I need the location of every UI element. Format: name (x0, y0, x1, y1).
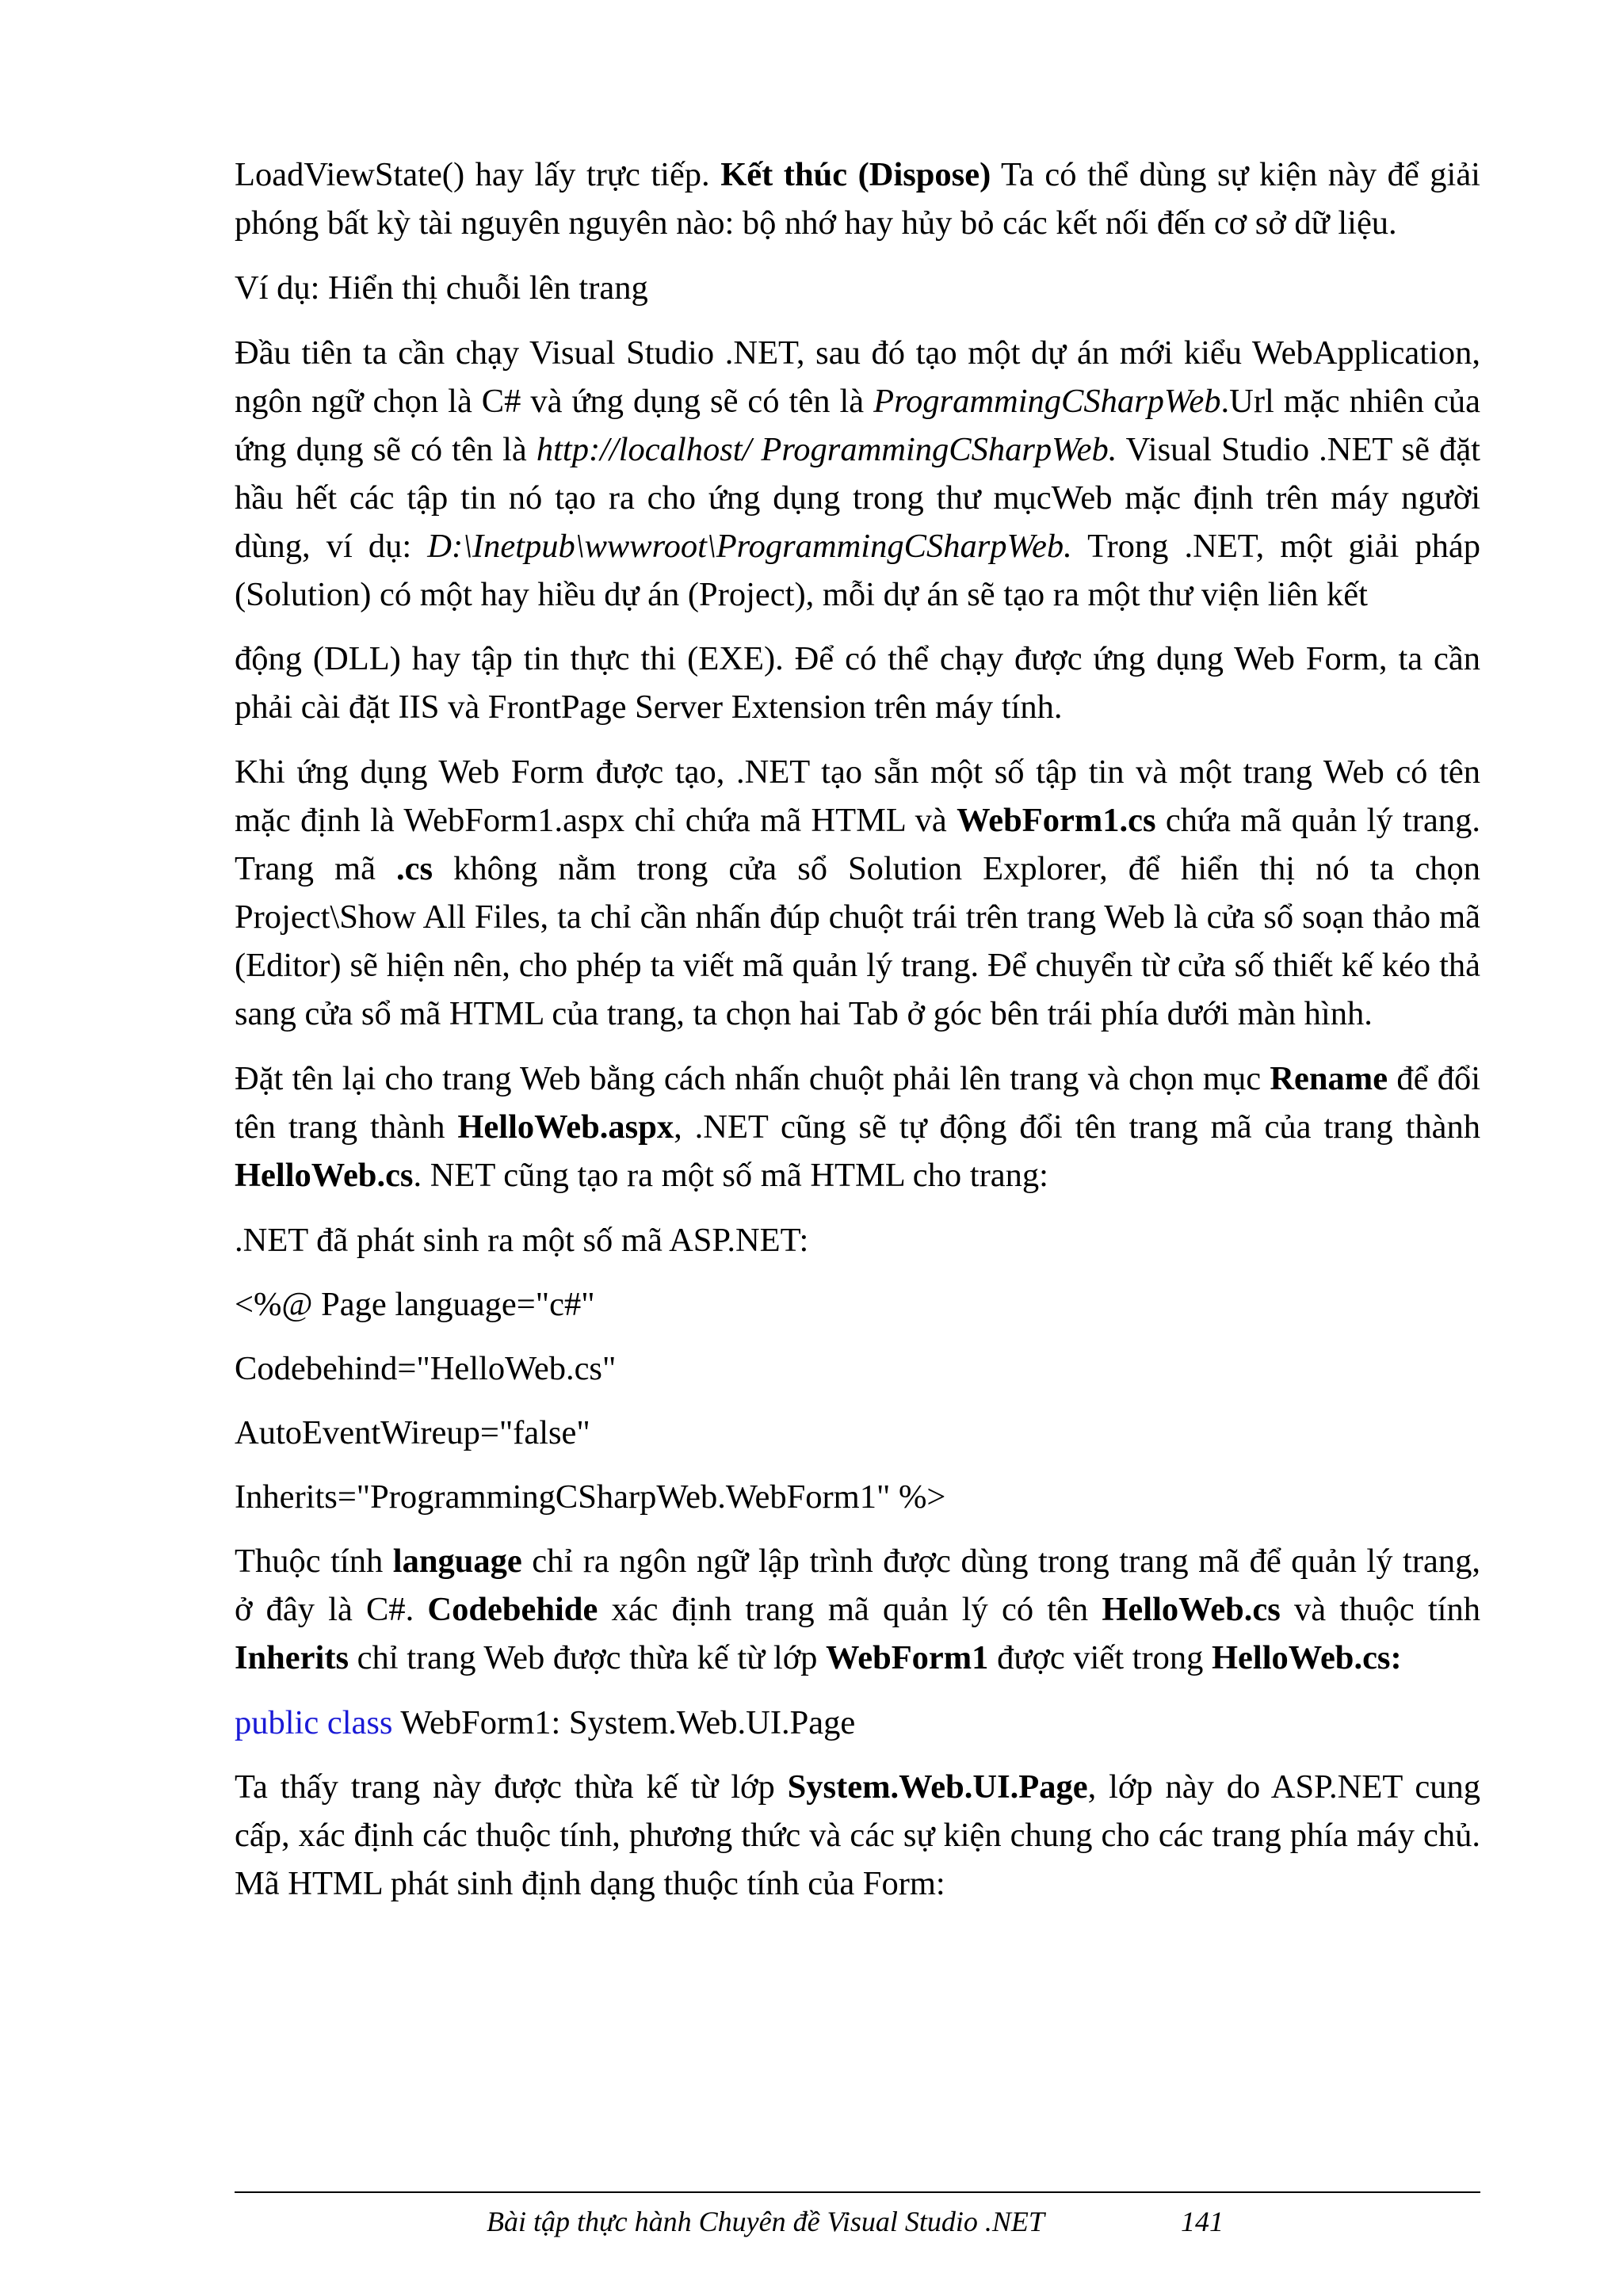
paragraph-dispose (235, 151, 1480, 247)
paragraph-dll-exe: động (DLL) hay tập tin thực thi (EXE). Để có thể chạy được ứng dụng Web Form, ta cần phải cài đặt IIS và FrontPage Server Extension trên máy tính. (235, 640, 1480, 726)
paragraph-example-title: Ví dụ: Hiển thị chuỗi lên trang (235, 269, 648, 307)
paragraph-inheritance (235, 1763, 1480, 1908)
paragraph-aspnet-intro: .NET đã phát sinh ra một số mã ASP.NET: (235, 1222, 809, 1259)
code-keyword: public class (235, 1704, 393, 1741)
page-number: 141 (1181, 2206, 1224, 2237)
paragraph-webform-files (235, 748, 1480, 1038)
text-run: được viết trong (988, 1639, 1212, 1676)
text-run: .Url mặc nhiên của ứng dụng sẽ có tên là (235, 383, 1480, 468)
code-line: <%@ Page language="c#" (235, 1286, 595, 1323)
bold-term-codebehide: Codebehide (427, 1591, 598, 1628)
code-line: AutoEventWireup="false" (235, 1414, 590, 1451)
bold-term-inherits: Inherits (235, 1639, 349, 1676)
text-run: để đổi tên trang thành (235, 1060, 1481, 1146)
code-line: Codebehind="HelloWeb.cs" (235, 1350, 617, 1387)
text-run: Khi ứng dụng Web Form được tạo, .NET tạo sẵn một số tập tin và một trang Web có tên mặc định là WebForm1.aspx chỉ chứa mã HTML và (235, 753, 1480, 839)
text-run: Ta thấy trang này được thừa kế từ lớp (235, 1768, 788, 1806)
bold-term-webform1-cs: WebForm1.cs (957, 802, 1156, 839)
bold-term-webform1: WebForm1 (826, 1639, 989, 1676)
text-run: không nằm trong cửa sổ Solution Explorer, để hiển thị nó ta chọn Project\Show All Files, ta chỉ cần nhấn đúp chuột trái trên trang Web là cửa sổ soạn thảo mã (Editor) sẽ hiện nên, cho phép ta viết mã quản lý trang. Để chuyển từ cửa số thiết kế kéo thả sang cửa sổ mã HTML của trang, ta chọn hai Tab ở góc bên trái phía dưới màn hình. (235, 850, 1481, 1032)
bold-term-cs: .cs (396, 850, 433, 887)
text-run: chứa mã quản lý trang. Trang mã (235, 802, 1480, 887)
page-body (235, 151, 1480, 1924)
text-run: Đầu tiên ta cần chạy Visual Studio .NET, sau đó tạo một dự án mới kiểu WebApplication, ngôn ngữ chọn là C# và ứng dụng sẽ có tên là (235, 334, 1480, 420)
bold-term-rename: Rename (1270, 1060, 1388, 1097)
code-text: WebForm1: System.Web.UI.Page (392, 1704, 856, 1741)
paragraph-create-project (235, 329, 1480, 619)
text-run: . NET cũng tạo ra một số mã HTML cho trang: (413, 1157, 1048, 1194)
bold-term-helloweb-aspx: HelloWeb.aspx (457, 1108, 674, 1146)
text-run: , .NET cũng sẽ tự động đổi tên trang mã của trang thành (674, 1108, 1480, 1146)
bold-term-language: language (392, 1543, 522, 1580)
italic-path: D:\Inetpub\wwwroot\ProgrammingCSharpWeb. (427, 528, 1072, 565)
footer-title: Bài tập thực hành Chuyên đề Visual Studio .NET (487, 2206, 1044, 2237)
text-run: và thuộc tính (1280, 1591, 1480, 1628)
bold-term-helloweb-cs: HelloWeb.cs: (1212, 1639, 1402, 1676)
bold-term-helloweb-cs: HelloWeb.cs (235, 1157, 414, 1194)
text-run: Đặt tên lại cho trang Web bằng cách nhấn chuột phải lên trang và chọn mục (235, 1060, 1270, 1097)
text-run: chỉ ra ngôn ngữ lập trình được dùng trong trang mã để quản lý trang, ở đây là C#. (235, 1543, 1480, 1628)
paragraph-rename (235, 1055, 1480, 1199)
text-run: , lớp này do ASP.NET cung cấp, xác định các thuộc tính, phương thức và các sự kiện chung cho các trang phía máy chủ. Mã HTML phát sinh định dạng thuộc tính của Form: (235, 1768, 1480, 1902)
bold-term-dispose: Kết thúc (Dispose) (720, 156, 991, 193)
text-run: Ta có thể dùng sự kiện này để giải phóng bất kỳ tài nguyên nguyên nào: bộ nhớ hay hủy bỏ các kết nối đến cơ sở dữ liệu. (235, 156, 1480, 242)
italic-project-name: ProgrammingCSharpWeb (873, 383, 1221, 420)
text-run: xác định trang mã quản lý có tên (598, 1591, 1102, 1628)
text-run: Visual Studio .NET sẽ đặt hầu hết các tập tin nó tạo ra cho ứng dụng trong thư mụcWeb mặc định trên máy người dùng, ví dụ: (235, 431, 1480, 565)
text-run: Thuộc tính (235, 1543, 393, 1580)
text-run: Trong .NET, một giải pháp (Solution) có một hay hiều dự án (Project), mỗi dự án sẽ tạo ra một thư viện liên kết (235, 528, 1480, 613)
text-run: chỉ trang Web được thừa kế từ lớp (349, 1639, 827, 1676)
bold-term-helloweb-cs: HelloWeb.cs (1102, 1591, 1281, 1628)
paragraph-attributes (235, 1537, 1480, 1682)
code-class-declaration (235, 1699, 1480, 1747)
italic-url: http://localhost/ ProgrammingCSharpWeb. (536, 431, 1117, 468)
footer-divider (235, 2191, 1480, 2193)
bold-term-system-web-ui-page: System.Web.UI.Page (787, 1768, 1088, 1806)
code-line: Inherits="ProgrammingCSharpWeb.WebForm1" %> (235, 1478, 946, 1516)
text-run: LoadViewState() hay lấy trực tiếp. (235, 156, 721, 193)
